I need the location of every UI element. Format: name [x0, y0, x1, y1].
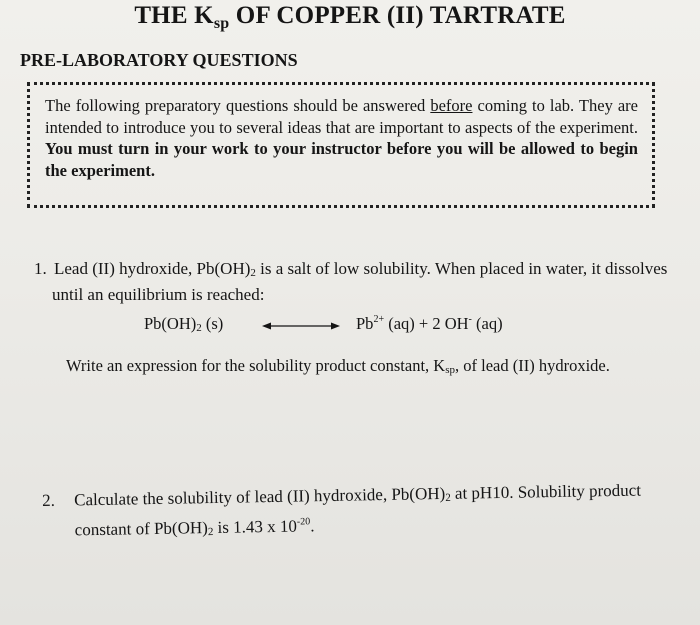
q2-text-sub2: 2 [207, 526, 214, 539]
q1-write-b: , of lead (II) hydroxide. [455, 356, 610, 375]
question-1 [34, 258, 684, 305]
notice-bold-text: You must turn in your work to your instructor before you will be allowed to begin the experiment. [45, 139, 638, 180]
question-1-prompt [66, 356, 610, 376]
q1-text-a: Lead (II) hydroxide, Pb(OH) [54, 259, 251, 278]
equilibrium-arrow-icon [262, 320, 340, 332]
q2-text-d: . [310, 516, 315, 536]
q2-text-sub: 2 [445, 491, 451, 504]
q1-write-a: Write an expression for the solubility product constant, K [66, 356, 446, 375]
notice-box [27, 82, 655, 208]
section-heading: PRE-LABORATORY QUESTIONS [20, 50, 298, 70]
notice-text-part1: The following preparatory questions should be answered [45, 96, 431, 115]
equation-rhs [356, 314, 503, 334]
page-title [0, 2, 700, 33]
q1-text-b: is a salt of low solubility. When placed in water, it dissolves until an equilibrium is reached: [52, 259, 668, 304]
eq-rhs-c: (aq) [471, 314, 503, 333]
eq-lhs-sub: 2 [196, 322, 202, 334]
eq-rhs-b: (aq) + 2 OH [384, 314, 469, 333]
eq-lhs-b: (s) [201, 314, 224, 333]
title-suffix: OF COPPER (II) TARTRATE [229, 2, 566, 29]
title-subscript: sp [213, 15, 230, 32]
q2-text-a: Calculate the solubility of lead (II) hydroxide, Pb(OH) [74, 483, 446, 510]
q1-write-sub: sp [445, 364, 455, 376]
question-2 [42, 479, 693, 546]
notice-underlined-word: before [430, 96, 473, 115]
question-2-number: 2. [42, 490, 56, 510]
question-1-number: 1. [34, 259, 47, 278]
equation-lhs [144, 314, 223, 334]
eq-rhs-sup1: 2+ [373, 314, 385, 325]
title-prefix: THE K [134, 2, 214, 29]
q2-text-b: at pH10. Solubility product constant of Pb(OH) [74, 480, 642, 540]
q2-text-c: is 1.43 x 10 [213, 516, 298, 538]
eq-lhs-a: Pb(OH) [144, 314, 197, 333]
q2-text-sup: -20 [296, 516, 311, 528]
question-1-text [52, 258, 684, 305]
equilibrium-equation [144, 314, 544, 338]
eq-rhs-a: Pb [356, 314, 374, 333]
notice-text-part2: coming to lab. They are intended to introduce you to several ideas that are important to aspects of the experiment. [45, 96, 638, 137]
question-2-text [74, 479, 693, 546]
q1-text-sub: 2 [250, 267, 256, 279]
eq-rhs-sup2: - [468, 314, 472, 325]
